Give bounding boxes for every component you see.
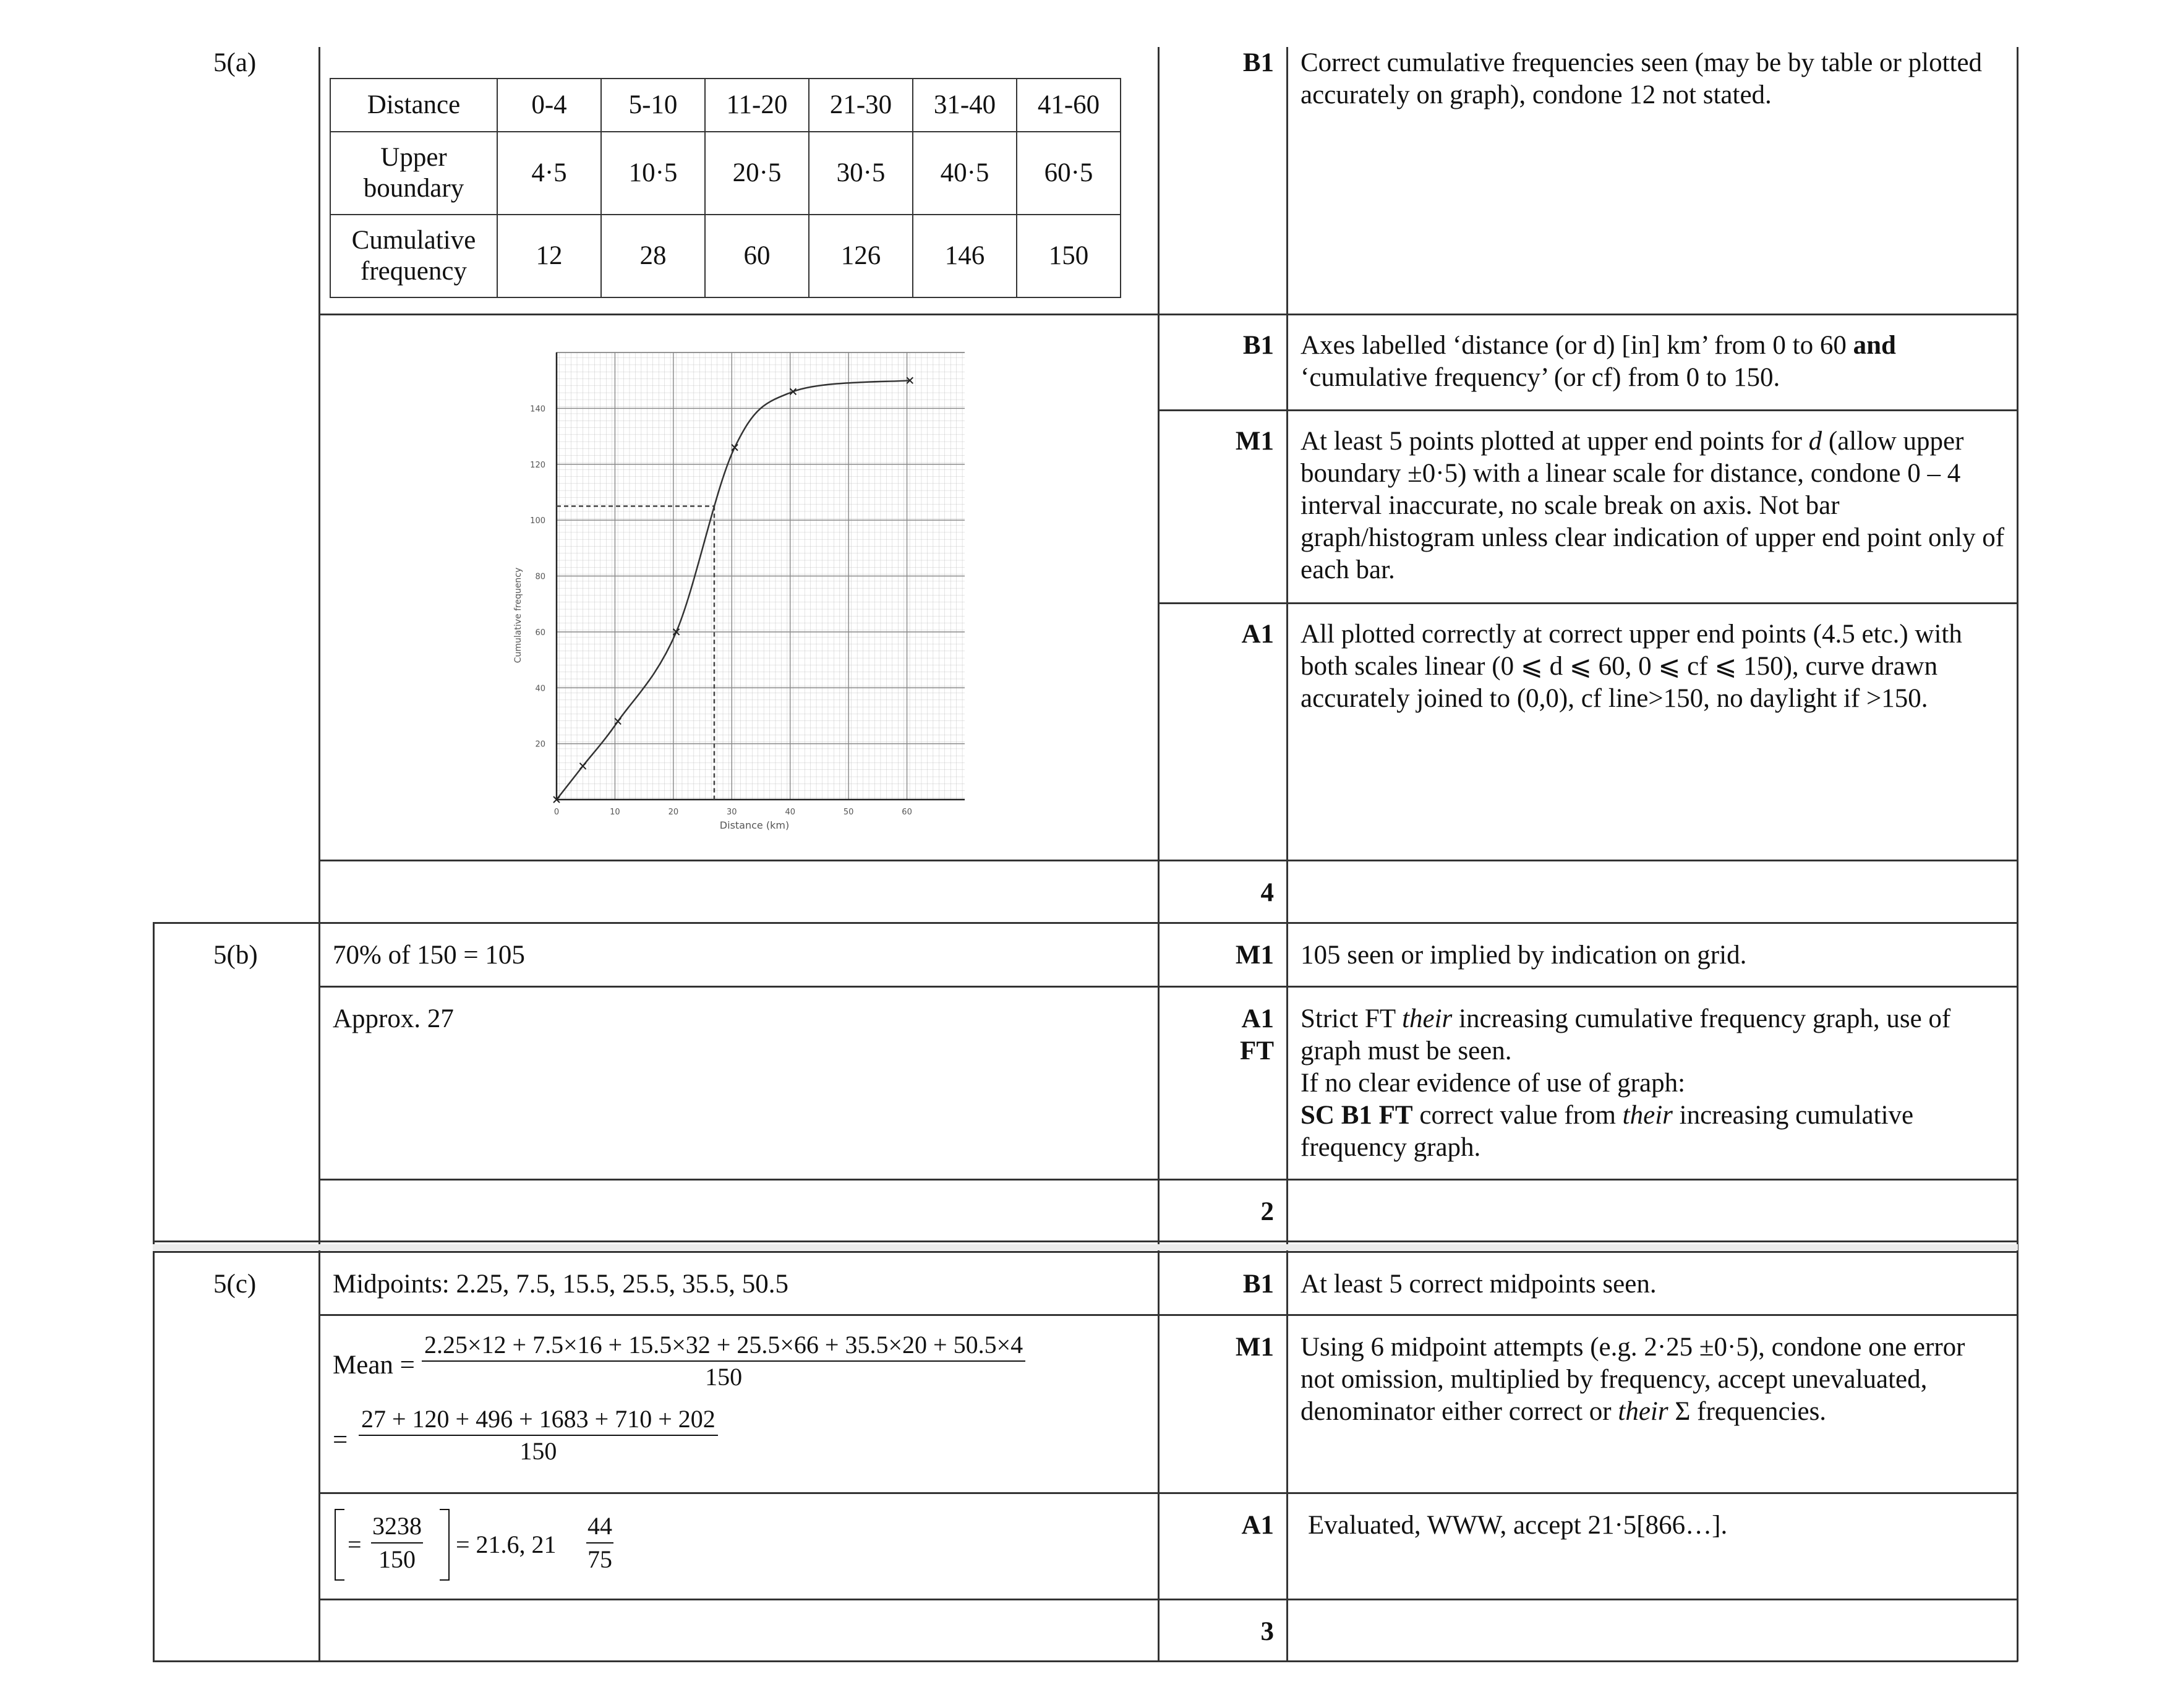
mark-comment: At least 5 correct midpoints seen. — [1301, 1270, 1657, 1299]
table-cell: 41-60 — [1017, 79, 1121, 132]
result-value: = 21.6, 21 — [456, 1531, 557, 1558]
y-tick-label: 60 — [535, 628, 545, 638]
border — [318, 986, 2018, 988]
mark-code: A1 FT — [1240, 1004, 1274, 1065]
table-cell: 60 — [705, 215, 809, 297]
mark-code: M1 — [1235, 427, 1274, 456]
border — [153, 1251, 155, 1662]
mark-total: 4 — [1260, 878, 1274, 907]
y-tick-label: 100 — [530, 516, 545, 526]
border — [2017, 47, 2018, 1662]
mark-comment: 105 seen or implied by indication on grid. — [1301, 941, 1747, 970]
mark-code: B1 — [1242, 1270, 1274, 1299]
right-bracket — [440, 1509, 450, 1581]
border — [318, 1599, 2018, 1600]
mark-code: B1 — [1242, 48, 1274, 77]
mark-code: M1 — [1235, 1333, 1274, 1362]
x-tick-label: 20 — [668, 808, 679, 817]
question-label: 5(a) — [213, 48, 257, 77]
border — [153, 1251, 2018, 1253]
border — [1158, 47, 1160, 1662]
x-tick-label: 10 — [610, 808, 620, 817]
mark-comment: Using 6 midpoint attempts (e.g. 2·25 ±0·5), condone one error not omission, multiplied by frequency, accept unevaluated, denominator either correct or their Σ frequencies. — [1301, 1333, 1965, 1426]
result-fraction: 3238 150 — [371, 1510, 423, 1576]
y-tick-label: 120 — [530, 460, 545, 470]
working: Midpoints: 2.25, 7.5, 15.5, 25.5, 35.5, 50.5 — [333, 1270, 789, 1299]
y-tick-label: 140 — [530, 404, 545, 414]
table-cell: 31-40 — [913, 79, 1017, 132]
result-mixed-fraction: 44 75 — [586, 1510, 613, 1576]
table-cell: 126 — [809, 215, 913, 297]
border — [318, 1179, 2018, 1181]
mark-code: M1 — [1235, 941, 1274, 970]
row-header: Cumulative frequency — [330, 215, 497, 297]
border — [318, 47, 320, 1662]
row-header: Distance — [330, 79, 497, 132]
mark-comment: Evaluated, WWW, accept 21·5[866…]. — [1308, 1511, 1728, 1540]
mark-comment: Axes labelled ‘distance (or d) [in] km’ from 0 to 60 and ‘cumulative frequency’ (or cf) from 0 to 150. — [1301, 331, 1896, 392]
border — [1158, 602, 2018, 604]
mean-label: Mean = — [333, 1351, 415, 1380]
x-tick-label: 30 — [727, 808, 737, 817]
border — [153, 923, 155, 1249]
table-cell: 11-20 — [705, 79, 809, 132]
table-cell: 5-10 — [601, 79, 705, 132]
border — [153, 1660, 2018, 1662]
table-cell: 0-4 — [497, 79, 601, 132]
row-header: Upper boundary — [330, 132, 497, 215]
border — [318, 314, 2018, 315]
mark-comment: At least 5 points plotted at upper end points for d (allow upper boundary ±0·5) with a linear scale for distance, condone 0 – 4 interval inaccurate, no scale break on axis. Not bar graph/histogram unless clear indication of upper end point only of each bar. — [1301, 427, 2005, 584]
border — [318, 860, 2018, 861]
x-tick-label: 0 — [553, 808, 560, 817]
y-axis-label: Cumulative frequency — [513, 567, 523, 664]
mark-total: 3 — [1260, 1617, 1274, 1646]
table-cell: 28 — [601, 215, 705, 297]
table-cell: 10·5 — [601, 132, 705, 215]
y-tick-label: 80 — [535, 572, 545, 582]
y-tick-label: 20 — [535, 740, 545, 749]
section-gap — [153, 1244, 2018, 1250]
question-label: 5(b) — [213, 941, 258, 970]
mean-fraction: 2.25×12 + 7.5×16 + 15.5×32 + 25.5×66 + 35.5×20 + 50.5×4 150 — [422, 1330, 1025, 1393]
frequency-table — [330, 78, 1121, 298]
mark-code: B1 — [1242, 331, 1274, 360]
border — [1286, 47, 1288, 1662]
question-label: 5(c) — [213, 1270, 257, 1299]
table-cell: 40·5 — [913, 132, 1017, 215]
working: Approx. 27 — [333, 1004, 454, 1033]
table-cell: 60·5 — [1017, 132, 1121, 215]
table-cell: 146 — [913, 215, 1017, 297]
working: 70% of 150 = 105 — [333, 941, 525, 970]
cumulative-frequency-graph — [507, 337, 965, 844]
border — [153, 1240, 2018, 1242]
border — [318, 1492, 2018, 1494]
border — [318, 1314, 2018, 1316]
border — [1158, 409, 2018, 411]
mark-comment: Correct cumulative frequencies seen (may be by table or plotted accurately on graph), condone 12 not stated. — [1301, 48, 1983, 109]
mark-code: A1 — [1241, 620, 1274, 649]
table-cell: 150 — [1017, 215, 1121, 297]
mark-code: A1 — [1241, 1511, 1274, 1540]
table-cell: 4·5 — [497, 132, 601, 215]
x-axis-label: Distance (km) — [719, 819, 790, 831]
table-cell: 21-30 — [809, 79, 913, 132]
border — [153, 922, 2018, 924]
y-tick-label: 40 — [535, 684, 545, 694]
x-tick-label: 40 — [785, 808, 795, 817]
x-tick-label: 60 — [902, 808, 912, 817]
mark-comment: Strict FT their increasing cumulative frequency graph, use of graph must be seen. If no clear evidence of use of graph: SC B1 FT correct value from their increasing cumulative frequency graph. — [1301, 1004, 1951, 1162]
table-cell: 12 — [497, 215, 601, 297]
x-tick-label: 50 — [843, 808, 854, 817]
table-cell: 30·5 — [809, 132, 913, 215]
mark-total: 2 — [1260, 1197, 1274, 1226]
equals: = — [348, 1531, 362, 1558]
sum-fraction: 27 + 120 + 496 + 1683 + 710 + 202 150 — [359, 1404, 718, 1467]
table-cell: 20·5 — [705, 132, 809, 215]
mark-comment: All plotted correctly at correct upper end points (4.5 etc.) with both scales linear (0 ⩽ d ⩽ 60, 0 ⩽ cf ⩽ 150), curve drawn accurately joined to (0,0), cf line>150, no daylight if >150. — [1301, 620, 1962, 713]
equals: = — [333, 1425, 348, 1454]
left-bracket — [335, 1509, 344, 1581]
